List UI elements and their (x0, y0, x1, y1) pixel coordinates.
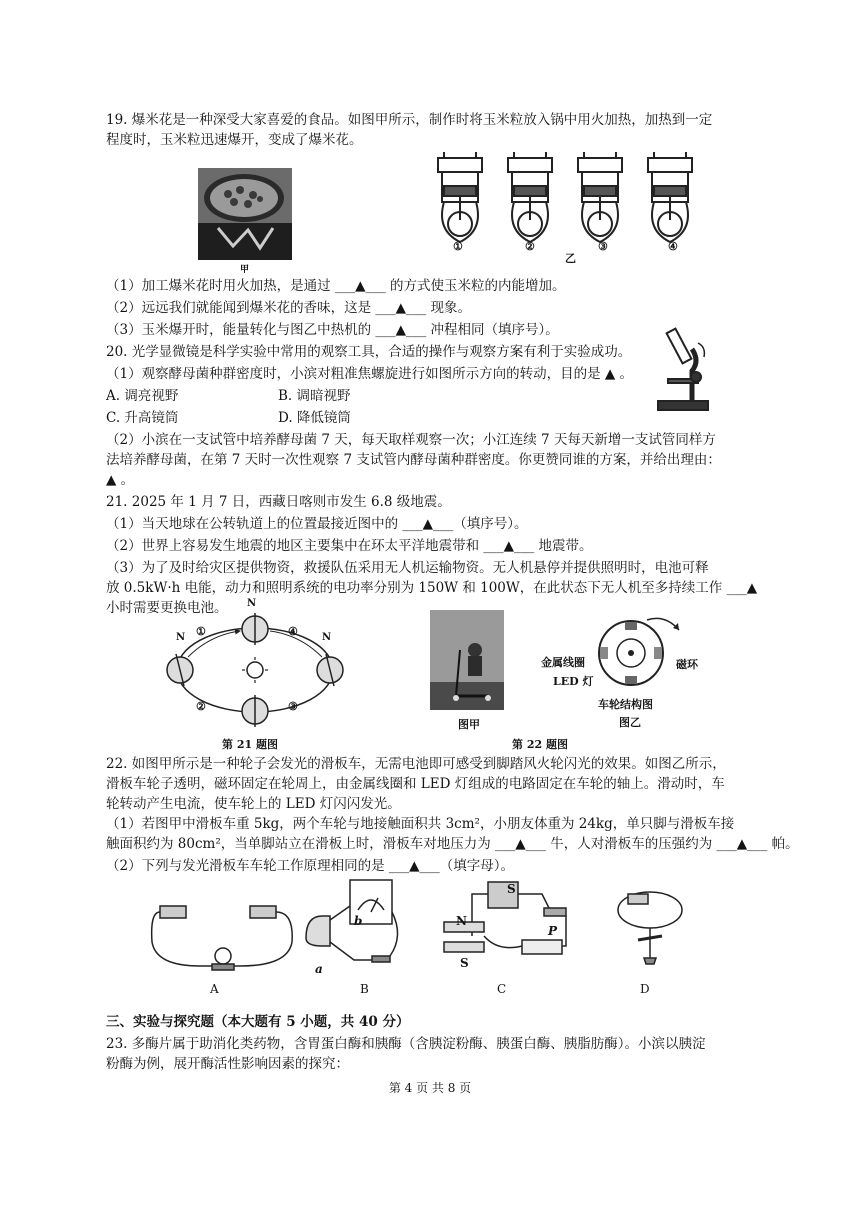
q21-part3-line2: 放 0.5kW·h 电能，动力和照明系统的电功率分别为 150W 和 100W，在此状态下无人机至多持续工作 ___▲ (106, 580, 758, 596)
q19-line1: 19. 爆米花是一种深受大家喜爱的食品。如图甲所示，制作时将玉米粒放入锅中用火加热，加热到一定 (106, 112, 713, 128)
option-b-label: B (360, 982, 369, 996)
q20-option-d: D. 降低镜筒 (278, 410, 351, 426)
orbit-label-3: ③ (288, 700, 298, 713)
q21-part1: （1）当天地球在公转轨道上的位置最接近图中的 ___▲___（填序号）。 (106, 516, 528, 532)
fig-jia-label: 甲 (240, 265, 250, 275)
microscope-figure (652, 325, 712, 413)
label-led-lamp: LED 灯 (553, 675, 594, 688)
q22-line2: 滑板车轮子透明，磁环固定在轮周上，由金属线圈和 LED 灯组成的电路固定在车轮的轴上。滑动时，车 (106, 776, 725, 792)
q20-option-a: A. 调亮视野 (106, 388, 179, 404)
q23-line1: 23. 多酶片属于助消化类药物，含胃蛋白酶和胰酶（含胰淀粉酶、胰蛋白酶、胰脂肪酶）。小滨以胰淀 (106, 1036, 706, 1052)
q20-option-b: B. 调暗视野 (278, 388, 351, 404)
q20-part2-line2: 法培养酵母菌，在第 7 天时一次性观察 7 支试管内酵母菌种群密度。你更赞同谁的方案，并给出理由： (106, 452, 721, 468)
mark-s-top: S (507, 882, 516, 896)
fig-yi-label: 乙 (565, 252, 576, 265)
label-metal-coil: 金属线圈 (541, 656, 585, 669)
mark-p: P (548, 924, 558, 938)
q21-part3-line1: （3）为了及时给灾区提供物资，救援队伍采用无人机运输物资。无人机悬停并提供照明时，电池可释 (106, 560, 709, 576)
wheel-structure-title: 车轮结构图 (598, 698, 653, 711)
circuit-a-diagram (150, 892, 300, 974)
orbit-north-top: N (247, 598, 257, 609)
q20-part2-line3: ▲ 。 (106, 472, 135, 488)
mark-b: b (354, 914, 363, 928)
q22-part1-line1: （1）若图甲中滑板车重 5kg，两个车轮与地接触面积共 3cm²，小朋友体重为 24kg，单只脚与滑板车接 (106, 816, 735, 832)
option-c-label: C (497, 982, 507, 996)
q22-line3: 轮转动产生电流，使车轮上的 LED 灯闪闪发光。 (106, 796, 401, 812)
q22-part1-line2: 触面积约为 80cm²，当单脚站立在滑板上时，滑板车对地压力为 ___▲___ 牛，人对滑板车的压强约为 ___▲___ 帕。 (106, 836, 799, 852)
fig22-caption: 第 22 题图 (512, 738, 568, 751)
fig-yi-caption: 图乙 (619, 716, 641, 729)
orbit-label-1: ① (196, 625, 206, 638)
scooter-photo (430, 610, 504, 710)
option-d-label: D (640, 982, 650, 996)
q21-line1: 21. 2025 年 1 月 7 日，西藏日喀则市发生 6.8 级地震。 (106, 494, 451, 510)
q21-part3-line3: 小时需要更换电池。 (106, 600, 228, 616)
label-magnet-ring: 磁环 (676, 658, 698, 671)
circuit-d-diagram (610, 886, 686, 968)
orbit-north-right: N (322, 632, 332, 643)
q22-line1: 22. 如图甲所示是一种轮子会发光的滑板车，无需电池即可感受到脚踏风火轮闪光的效果。如图乙所示， (106, 756, 726, 772)
fig21-caption: 第 21 题图 (222, 738, 278, 751)
fig22-photo-caption: 图甲 (458, 718, 480, 731)
q19-part2: （2）远远我们就能闻到爆米花的香味，这是 ___▲___ 现象。 (106, 300, 472, 316)
orbit-label-2: ② (196, 700, 206, 713)
popcorn-pot-photo (198, 168, 292, 260)
q20-line1: 20. 光学显微镜是科学实验中常用的观察工具，合适的操作与观察方案有利于实验成功。 (106, 344, 632, 360)
q19-line2: 程度时，玉米粒迅速爆开，变成了爆米花。 (106, 132, 363, 148)
engine-label-1: ① (453, 240, 463, 253)
q20-option-c: C. 升高镜筒 (106, 410, 179, 426)
option-a-label: A (210, 982, 219, 996)
orbit-north-left: N (176, 632, 186, 643)
engine-label-2: ② (525, 240, 535, 253)
q19-part1: （1）加工爆米花时用火加热，是通过 ___▲___ 的方式使玉米粒的内能增加。 (106, 278, 566, 294)
orbit-label-4: ④ (288, 625, 298, 638)
q20-part2-line1: （2）小滨在一支试管中培养酵母菌 7 天，每天取样观察一次；小江连续 7 天每天新增一支试管同样方 (106, 432, 716, 448)
engine-strokes-figure (430, 150, 700, 255)
q22-part2: （2）下列与发光滑板车车轮工作原理相同的是 ___▲___（填字母）。 (106, 858, 515, 874)
page-footer: 第 4 页 共 8 页 (388, 1081, 472, 1095)
engine-label-4: ④ (668, 240, 678, 253)
q20-part1: （1）观察酵母菌种群密度时，小滨对粗准焦螺旋进行如图所示方向的转动，目的是 ▲ 。 (106, 366, 634, 382)
mark-s-bottom: S (460, 956, 469, 970)
engine-label-3: ③ (598, 240, 608, 253)
earth-orbit-figure (160, 605, 350, 730)
mark-a: a (315, 962, 323, 976)
q19-part3: （3）玉米爆开时，能量转化与图乙中热机的 ___▲___ 冲程相同（填序号）。 (106, 322, 559, 338)
q21-part2: （2）世界上容易发生地震的地区主要集中在环太平洋地震带和 ___▲___ 地震带。 (106, 538, 593, 554)
rotation-arrow-icon (645, 614, 685, 636)
q23-line2: 粉酶为例，展开酶活性影响因素的探究： (106, 1056, 349, 1072)
section-3-heading: 三、实验与探究题（本大题有 5 小题，共 40 分） (106, 1014, 410, 1030)
mark-n: N (456, 914, 467, 928)
